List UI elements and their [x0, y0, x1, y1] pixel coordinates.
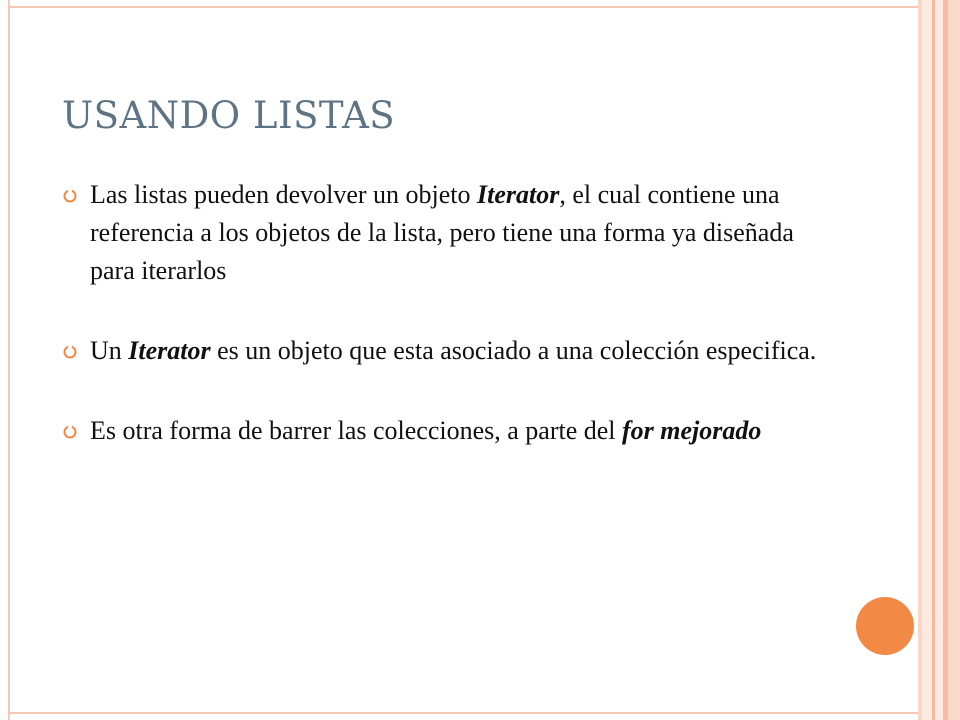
ring-bullet-icon [62, 424, 78, 440]
ring-bullet-icon [62, 188, 78, 204]
bullet-text: es un objeto que esta asociado a una colección especifica. [210, 336, 817, 365]
frame-bottom-line [8, 712, 920, 714]
bullet-list [62, 176, 842, 492]
bullet-text: Las listas pueden devolver un objeto [90, 180, 478, 209]
bullet-item [62, 176, 842, 290]
ring-bullet-icon [62, 344, 78, 360]
right-stripe [935, 0, 943, 720]
bullet-item [62, 332, 842, 370]
bullet-text: Un [90, 336, 129, 365]
bullet-emphasis: for mejorado [622, 416, 762, 445]
frame-top-line [8, 6, 920, 8]
right-stripe [922, 0, 932, 720]
slide-title: USANDO LISTAS [62, 94, 396, 137]
bullet-emphasis: Iterator [128, 336, 211, 365]
frame-left-line [8, 0, 10, 720]
orange-circle-decoration [856, 597, 914, 655]
bullet-text: Es otra forma de barrer las colecciones, a parte del [90, 416, 623, 445]
right-stripe [948, 0, 960, 720]
bullet-text: , el cual contiene una referencia a los objetos de la lista, pero tiene una forma ya diseñada para iterarlos [90, 180, 794, 285]
bullet-item [62, 412, 842, 450]
bullet-emphasis: Iterator [477, 180, 560, 209]
